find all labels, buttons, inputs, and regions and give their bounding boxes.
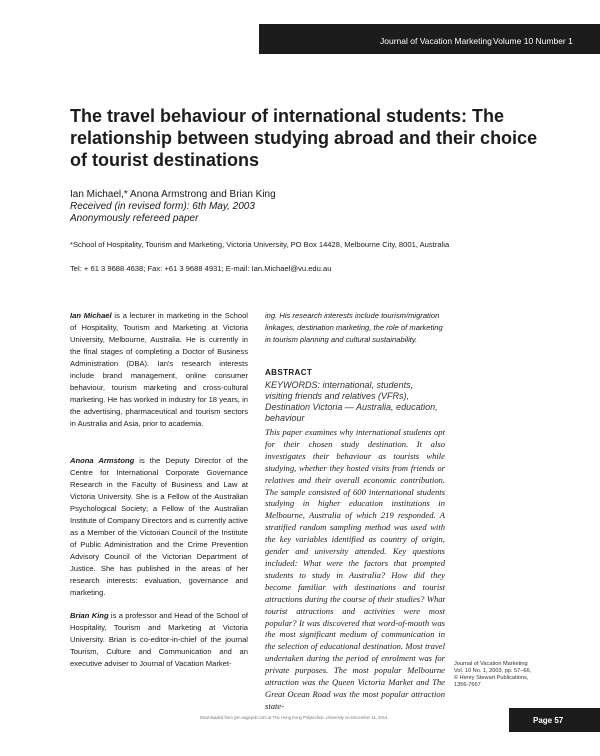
journal-name: Journal of Vacation Marketing — [380, 36, 492, 46]
bio-brian-king — [70, 610, 248, 670]
running-header — [259, 24, 600, 54]
citation-line: Journal of Vacation Marketing — [454, 661, 528, 667]
bio-text: is a professor and Head of the School of Hospitality, Tourism and Marketing at Victoria University. Brian is co-editor-in-chief of the journal Tourism, Culture and Communication and an executive adviser to Journal of Vacation Market- — [70, 611, 248, 668]
bio-anona-armstrong — [70, 455, 248, 599]
download-notice: Downloaded from jvm.sagepub.com at The Hong Kong Polytechnic University on December 11, 2014 — [200, 715, 388, 720]
bio-ian-michael — [70, 310, 248, 430]
volume-number: Volume 10 Number 1 — [493, 36, 573, 46]
affiliation: *School of Hospitality, Tourism and Marketing, Victoria University, PO Box 14428, Melbourne City, 8001, Australia — [70, 240, 450, 249]
bio-name: Brian King — [70, 611, 109, 620]
page-footer — [509, 708, 600, 732]
citation-block — [454, 661, 578, 689]
author-list: Ian Michael,* Anona Armstrong and Brian King — [70, 189, 276, 200]
received-date: Received (in revised form): 6th May, 2003 — [70, 201, 255, 212]
contact-info: Tel: + 61 3 9688 4638; Fax: +61 3 9688 4931; E-mail: Ian.Michael@vu.edu.au — [70, 264, 332, 273]
bio-name: Anona Armstong — [70, 456, 135, 465]
abstract-heading: ABSTRACT — [265, 368, 313, 377]
keywords: KEYWORDS: international, students, visiting friends and relatives (VFRs), Destination Victoria — Australia, education, behaviour — [265, 380, 438, 423]
article-title: The travel behaviour of international students: The relationship between studying abroad and their choice of tourist destinations — [70, 106, 538, 170]
citation-line: © Henry Stewart Publications, — [454, 675, 529, 681]
bio-continued: ing. His research interests include tourism/migration linkages, destination marketing, the role of marketing in tourism planning and cultural sustainability. — [265, 311, 443, 344]
citation-line: 1356-7667 — [454, 682, 481, 688]
abstract-text: This paper examines why international students opt for their chosen study destination. It also investigates their behaviour as tourists while studying, whether they hosted visits from friends or relatives and their overall economic contribution. The sample consisted of 600 international students studying in higher education institutions in Melbourne, Australia of which 219 responded. A stratified random sampling method was used with the key variables identified as country of origin, gender and university attended. Key questions included: What were the factors that prompted students to study in Australia? How did they become familiar with destinations and tourist attractions during the course of their studies? What tourist attractions and activities were most popular? It was discovered that word-of-mouth was the most significant medium of communication in the selection of educational destination. Most travel undertaken during the period of enrolment was for private purposes. The most popular Melbourne attraction was the Queen Victoria Market and The Great Ocean Road was the most popular attraction state- — [265, 427, 445, 711]
page-number: Page 57 — [533, 716, 564, 725]
refereed-note: Anonymously refereed paper — [70, 213, 199, 224]
citation-line: Vol. 10 No. 1, 2003, pp. 57–66, — [454, 668, 532, 674]
bio-text: is the Deputy Director of the Centre for International Corporate Governance Research in the Faculty of Business and Law at Victoria University. She is a Fellow of the Australian Psychological Society; a Fellow of the Australian Institute of Company Directors and is currently active as a Member of the Victorian Council of the Institute of Public Administration and the Crime Prevention Advisory Council of the Victorian Department of Justice. She has published in the areas of her research interests: evaluation, governance and marketing. — [70, 456, 248, 597]
bio-text: is a lecturer in marketing in the School of Hospitality, Tourism and Marketing at Victoria University, Melbourne, Australia. He is currently in the final stages of completing a Doctor of Business Administration (DBA). Ian's research interests include brand management, online consumer behaviour, tourism marketing and cross-cultural marketing. He has worked in industry for 18 years, in the advertising, pharmaceutical and tourism sectors in Australia and Asia, prior to academia. — [70, 311, 248, 428]
bio-name: Ian Michael — [70, 311, 112, 320]
